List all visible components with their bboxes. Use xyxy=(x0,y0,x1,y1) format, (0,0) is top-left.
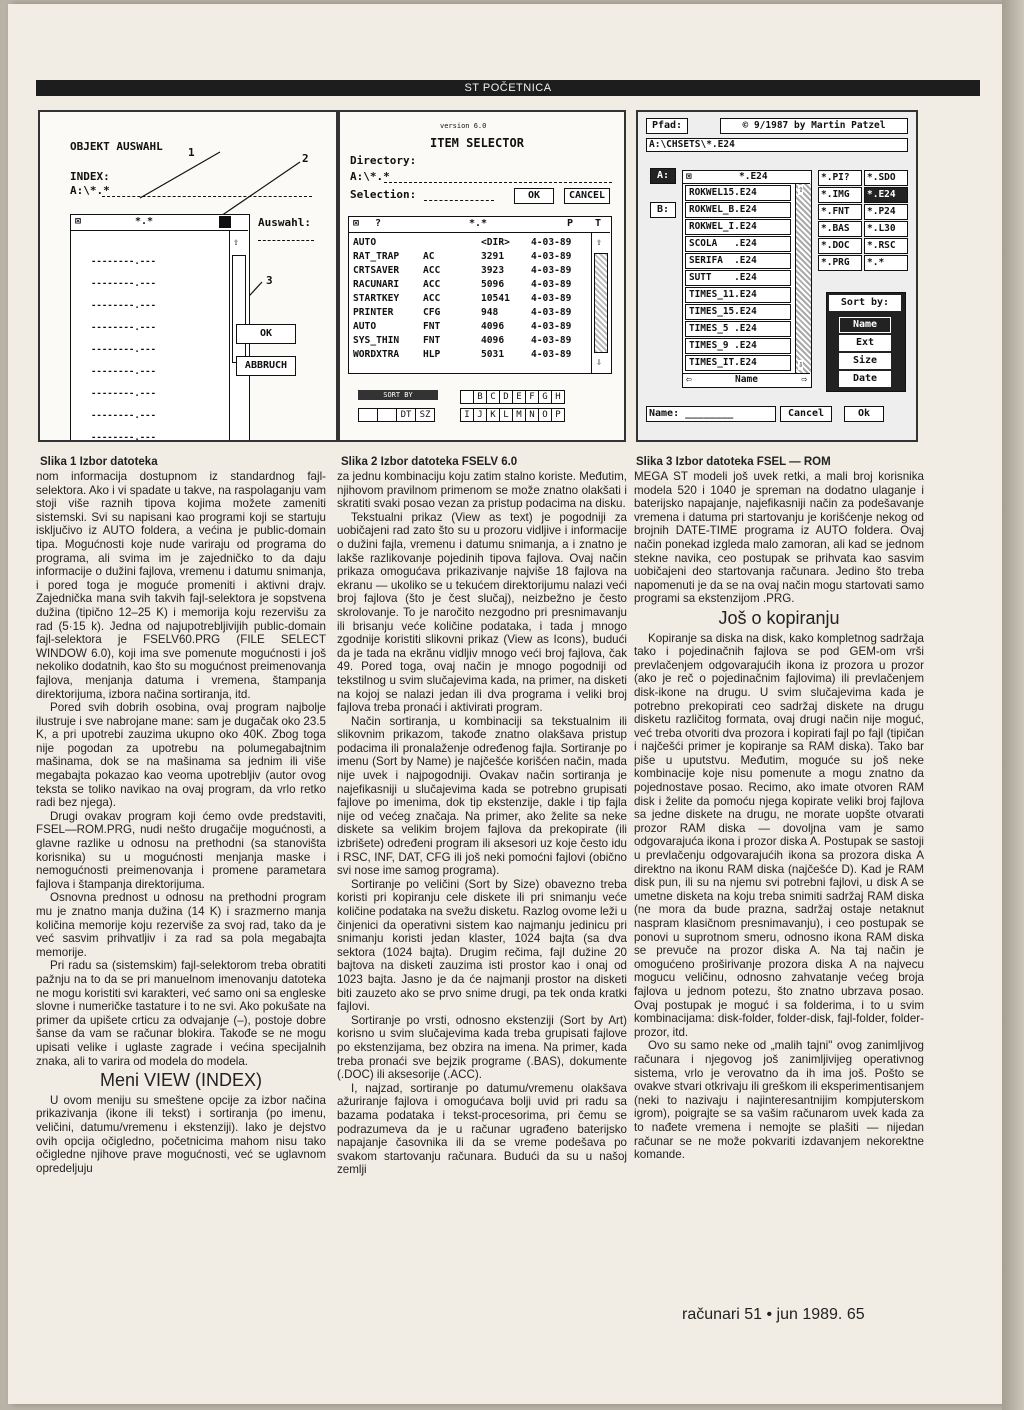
file-list-box xyxy=(70,214,250,442)
file-size: 10541 xyxy=(481,293,510,304)
pfad-label: Pfad: xyxy=(646,118,688,134)
file-row[interactable]: TIMES_5 .E24 xyxy=(685,321,791,337)
file-date: 4-03-89 xyxy=(531,335,572,346)
drive-button[interactable]: P xyxy=(551,408,565,422)
drive-button[interactable]: L xyxy=(499,408,513,422)
column-2 xyxy=(337,470,627,1177)
scrollbar[interactable] xyxy=(795,184,811,374)
close-icon[interactable]: ⊠ xyxy=(75,216,82,227)
file-size: 948 xyxy=(481,307,499,318)
mask-button[interactable]: *.DOC xyxy=(818,238,862,254)
mask-button[interactable]: *.SDO xyxy=(864,170,908,186)
file-name: RAT_TRAP xyxy=(353,251,400,262)
drive-button[interactable]: E xyxy=(512,390,526,404)
file-size: 4096 xyxy=(481,335,505,346)
paragraph: Ovo su samo neke od „malih tajni" ovog zanimljivog računara i njegovog još zanimljivijeg operativnog sistema, vrlo je verovatno da ih ima još. Pošto se ovakve stvari otkrivaju ili greškom ili eksperimentisanjem (neki to nazivaju i najinteresantnijim kompjuterskom igrom), poigrajte se sa vašim računarom uvek kada za to nađete vremena i nemojte se plašiti — nijedan računar se ne može pokvariti izdavanjem nekorektne komande. xyxy=(634,1039,924,1162)
paragraph: Sortiranje po veličini (Sort by Size) obavezno treba koristi pri kopiranju cele diskete ili pri snimanju veće količine podataka na svežu disketu. Razlog ovome leži u činjenici da operativni sistem kao najmanju jedinicu pri snimanju koristi jedan klaster, 1024 bajta (sa dva sektora (1024 bajta). Drugim rečima, fajl dužine 20 bajtova na disketi zauzima isti prostor kao i onaj od 1023 bajta. Jasno je da će najmanji prostor na disketi biti zauzeto ako se prvo snime drugi, pa tek onda kratki fajlovi. xyxy=(337,877,628,1014)
paragraph: nom informacija dostupnom iz standardnog fajl-selektora. Ako i vi spadate u takve, na raspolaganju vam stoji više raznih tipova kojima možete zameniti sistemski. Svi su napisani kao programi koji se startuju isključivo iz AUTO foldera, a većina je public-domain tipa. Mogućnosti koje nude variraju od programa do programa, ali svima im je zajedničko to da daju informacije o dužini fajlova, vremenu i datumu snimanja, i pored toga je moguće promeniti i aktivni drajv. Zajednička mana svih takvih fajl-selektora je sopstvena dužina (tipično 12–25 K) i memorija koju rezervišu za rad (5·15 k). Jedna od najupotrebljivijih public-domain fajl-selektora je FSELV60.PRG (FILE SELECT WINDOW 6.0), koji ima sve pomenute mogućnosti i još nekoliko dodatnih, kao što su mogućnost preimenovanja fajlova, menjanja datuma i vremena, štampanja direktorijuma, izbora načina sortiranja, itd. xyxy=(36,470,326,701)
mask-button[interactable]: *.RSC xyxy=(864,238,908,254)
drive-row-1 xyxy=(460,384,564,404)
arrow-down-icon[interactable]: ⇩ xyxy=(596,357,603,368)
file-date: 4-03-89 xyxy=(531,307,572,318)
file-ext: ACC xyxy=(423,265,441,276)
mask-button[interactable]: *.E24 xyxy=(864,187,908,203)
file-name: PRINTER xyxy=(353,307,394,318)
arrow-right-icon[interactable]: ⇨ xyxy=(801,374,807,385)
drive-button[interactable]: J xyxy=(473,408,487,422)
mask-button[interactable]: *.IMG xyxy=(818,187,862,203)
drive-button[interactable]: G xyxy=(538,390,552,404)
dialog-title: OBJEKT AUSWAHL xyxy=(70,140,163,153)
file-row[interactable]: TIMES_11.E24 xyxy=(685,287,791,303)
figure-3-fsel-rom xyxy=(636,110,918,442)
drive-button[interactable]: N xyxy=(525,408,539,422)
drive-button[interactable]: O xyxy=(538,408,552,422)
page-footer: računari 51 • jun 1989. 65 xyxy=(682,1306,865,1323)
mask-button[interactable]: *.FNT xyxy=(818,204,862,220)
file-date: 4-03-89 xyxy=(531,265,572,276)
drive-button[interactable]: K xyxy=(486,408,500,422)
caption-figure-1: Slika 1 Izbor datoteka xyxy=(40,456,158,468)
selection-field[interactable] xyxy=(424,200,494,201)
file-size: 5031 xyxy=(481,349,505,360)
file-date: 4-03-89 xyxy=(531,279,572,290)
callout-3: 3 xyxy=(266,274,273,287)
drive-row-2 xyxy=(460,402,564,422)
abbruch-button[interactable]: ABBRUCH xyxy=(236,356,296,376)
file-row[interactable]: ROKWEL_I.E24 xyxy=(685,219,791,235)
file-name: WORDXTRA xyxy=(353,349,400,360)
selection-label: Selection: xyxy=(350,188,417,201)
file-date: 4-03-89 xyxy=(531,321,572,332)
drive-button[interactable]: F xyxy=(525,390,539,404)
drive-button[interactable]: M xyxy=(512,408,526,422)
file-row[interactable]: ROKWEL15.E24 xyxy=(685,185,791,201)
filter-label: *.* xyxy=(469,218,488,229)
path-field[interactable]: A:\CHSETS\*.E24 xyxy=(646,138,908,152)
paragraph: Tekstualni prikaz (View as text) je pogodniji za uobičajeni rad zato što su u prozoru vidljive i informacije o dužini fajla, vremenu i datumu snimanja, a i znatno je lakše razlikovanje pojedinih tipova fajlova. Ovaj način prikaza omogućava prikazivanje najviše 18 fajlova na ekranu — ukoliko se u tekućem direktorijumu nalazi veći broj fajlova (što je čest slučaj), neizbežno je često skrolovanje. To je naročito nezgodno pri presnimavanju ili brisanju veće količine podataka, i tada j mnogo zgodnije koristiti slikovni prikaz (View as Icons), budući da je tada na ekrănu vidljiv mnogo veći broj fajlova, čak 49. Pored toga, ovaj način je mnogo pogodniji od tekstilnog u svim slučajevima kada, na primer, na disketi na kojoj se nalazi jedan ili dva programa i veliki broj fajlova treba pronaći i aktivirati program. xyxy=(337,510,627,715)
arrow-left-icon[interactable]: ⇦ xyxy=(686,374,692,385)
mask-button[interactable]: *.* xyxy=(864,255,908,271)
file-size: 3291 xyxy=(481,251,505,262)
file-name: SYS_THIN xyxy=(353,335,400,346)
arrow-down-icon[interactable]: ⇩ xyxy=(798,360,804,370)
scroll-track[interactable] xyxy=(594,253,608,353)
sort-option[interactable]: Date xyxy=(839,371,891,387)
section-header: ST POČETNICA xyxy=(36,80,980,96)
directory-label: Directory: xyxy=(350,154,417,167)
ok-button[interactable]: Ok xyxy=(844,406,884,422)
cancel-button[interactable]: Cancel xyxy=(780,406,832,422)
figure-2-item-selector xyxy=(338,110,626,442)
file-date: 4-03-89 xyxy=(531,293,572,304)
callout-1: 1 xyxy=(188,146,195,159)
drive-b-button[interactable]: B: xyxy=(650,202,676,218)
auswahl-field[interactable] xyxy=(258,240,314,241)
col-t: T xyxy=(595,218,602,229)
cancel-button[interactable]: CANCEL xyxy=(564,188,610,204)
column-3 xyxy=(634,470,924,1162)
ok-button[interactable]: OK xyxy=(514,188,554,204)
page-edge xyxy=(1002,0,1024,1410)
sort-column-label: Name xyxy=(735,374,758,385)
paragraph: Pri radu sa (sistemskim) fajl-selektorom treba obratiti pažnju na to da se pri manuelnom imenovanju datoteka ne mogu koristiti svi karakteri, već samo oni sa engleske slovne i numeričke tastature i to ne svi. Ako pokušate na primer da upišete crticu za odvajanje (–), postoje dobre šanse da vam se računar blokira. Takođe se ne mogu upisati velike i uglaste zagrade i većina specijalnih znaka, ali to varira od modela do modela. xyxy=(36,959,326,1068)
file-row[interactable]: TIMES_9 .E24 xyxy=(685,338,791,354)
version-label: version 6.0 xyxy=(440,122,487,130)
mask-button[interactable]: *.BAS xyxy=(818,221,862,237)
sort-option[interactable]: Ext xyxy=(839,335,891,351)
arrow-up-icon[interactable]: ⇧ xyxy=(798,185,804,195)
close-icon[interactable]: ⊠ xyxy=(686,171,692,182)
section-heading: Još o kopiranju xyxy=(718,607,840,628)
sort-by-label: SORT BY xyxy=(358,390,438,400)
file-name: AUTO xyxy=(353,237,377,248)
drive-button[interactable]: C xyxy=(486,390,500,404)
callout-2: 2 xyxy=(302,152,309,165)
file-name: RACUNARI xyxy=(353,279,400,290)
drive-button[interactable]: B xyxy=(473,390,487,404)
file-date: 4-03-89 xyxy=(531,237,572,248)
paragraph: za jednu kombinaciju koju zatim stalno koriste. Međutim, njihovom pravilnom primenom se može znatno olakšati i skratiti svaki posao vezan za pristup podacima na disku. xyxy=(337,470,627,511)
mask-button[interactable]: *.PI? xyxy=(818,170,862,186)
paragraph: Osnovna prednost u odnosu na prethodni program mu je znatno manja dužina (14 K) i srazmerno manja količina memorije koju rezerviše za svoj rad, tako da je već sasvim prihvatljiv i za rad sa pola megabajta memorije. xyxy=(36,891,326,959)
path-field[interactable]: A:\*.* xyxy=(70,184,110,197)
sort-by-panel xyxy=(826,292,906,392)
drive-button[interactable]: I xyxy=(460,408,474,422)
sort-sz-button[interactable]: SZ xyxy=(415,408,435,422)
file-name: CRTSAVER xyxy=(353,265,400,276)
caption-figure-2: Slika 2 Izbor datoteka FSELV 6.0 xyxy=(341,456,518,468)
magazine-page xyxy=(8,4,1002,1404)
directory-underline xyxy=(384,182,612,183)
paragraph: Sortiranje po vrsti, odnosno ekstenziji (Sort by Art) korisno u svim slučajevima kada treba grupisati fajlove po ekstenzijama, bez obzira na imena. Na primer, kada treba pronaći sve bejzik programe (.BAS), dokumente (.DOC) ili aksesorije (.ACC). xyxy=(337,1013,627,1082)
column-1 xyxy=(36,470,326,1175)
section-heading: Meni VIEW (INDEX) xyxy=(99,1070,263,1091)
paragraph: Pored svih dobrih osobina, ovaj program najbolje ilustruje i sve nabrojane mane: sam je dugačak oko 23.5 K, a pri upotrebi zauzima ukupno oko 40K. Zbog toga nije pogodan za upotrebu na polumegabajtnim mašinama, dok se na mašinama sa jednim ili više megabajta pokazao kao veoma upotrebljiv (autor ovog teksta se toliko navikao na ovaj program, da vrlo retko radi bez njega). xyxy=(36,701,326,810)
copyright-label: © 9/1987 by Martin Patzel xyxy=(720,118,908,134)
mask-button[interactable]: *.PRG xyxy=(818,255,862,271)
file-ext: ACC xyxy=(423,293,441,304)
dialog-title: ITEM SELECTOR xyxy=(430,136,524,150)
name-label: Name: xyxy=(649,408,680,419)
sort-option[interactable]: Size xyxy=(839,353,891,369)
sort-ex-button[interactable]: EX xyxy=(377,408,397,422)
filter-label: *.E24 xyxy=(739,171,768,182)
mask-button[interactable]: *.L30 xyxy=(864,221,908,237)
paragraph: Način sortiranja, u kombinaciji sa tekstualnim ili slikovnim prikazom, takođe znatno olakšava pristup podacima ili pronalaženje određenog fajla. Sortiranje po imenu (Sort by Name) je najčešće korišćen način, mada nije uvek i najpogodniji. Ovakav način sortiranja je najefikasniji u slučajevima kada se potrebno grupisati fajlove po imenima, dok tip ekstenzije, dakle i tip fajla nije od većeg značaja. Na primer, ako želite sa neke diskete sa velikim brojem fajlova da prekopirate (ili izbrišete) određeni program ili aksesori uz koje često idu i RSC, INF, DAT, CFG ili još neki pomoćni fajlovi (obično svi nose ime samog programa). xyxy=(337,714,627,878)
paragraph: Kopiranje sa diska na disk, kako kompletnog sadržaja tako i pojedinačnih fajlova se pod GEM-om vrši prevlačenjem odgovarajućih ikona iz prozora u prozor (ako je reč o pojedinačnim fajlovima) ili prevlačenjem disk-ikone na drugu. U svim slučajevima kada je potrebno prekopirati ceo sadržaj diskete na drugu disketu različitog formata, ovaj drugi način nije moguć, već treba otvoriti dva prozora i kopirati fajl po fajl (tipičan i najčešći primer je kopiranje sa RAM diska). Tako bar piše u uputstvu. Međutim, moguće su još neke kombinacije koje nisu pomenute a mogu znatno da pojednostave posao. Recimo, ako imate otvoren RAM disk i želite da pomoću njega kopirate veliki broj fajlova sa jedne diskete na drugu, ne morate uopšte otvarati prozor RAM diska — dovoljna vam je samo odgovarajuća ikona i prozor diska A. Postupak se sastoji u prevlačenju odgovarajućih ikona sa prozora diska A direktno na ikonu RAM diska (najčešće D). Kad je RAM disk pun, ili su na njemu svi potrebni fajlovi, u disk A se umetne disketa na koju treba snimiti sadržaj RAM diska (ne mora da bude prazna, sadržaj ostaje netaknut naspram klasičnom presnimavanju), i ceo postupak se ponovi u suprotnom smeru, odnosno ikona RAM diska se prevuče na prozor diska A. Na taj način je omogućeno proširivanje prozora diska A na najvecu mogucu veličinu, odnosno zahvatanje većeg broja fajlova u jednom potezu, što znatno ubrzava posao. Ovaj postupak je moguć i sa folderima, i to u svim kombinacijama: disk-folder, folder-disk, fajl-folder, folder-prozor, itd. xyxy=(634,631,924,1039)
index-label: INDEX: xyxy=(70,170,110,183)
file-ext: FNT xyxy=(423,321,441,332)
figure-1-object-auswahl xyxy=(38,110,338,442)
ok-button[interactable]: OK xyxy=(236,324,296,344)
name-field[interactable]: Name: ________ xyxy=(646,406,776,422)
file-row[interactable]: SERIFA .E24 xyxy=(685,253,791,269)
file-row[interactable]: SCOLA .E24 xyxy=(685,236,791,252)
file-size: 4096 xyxy=(481,321,505,332)
file-size: <DIR> xyxy=(481,237,510,248)
scrollbar[interactable] xyxy=(591,233,611,373)
caption-figure-3: Slika 3 Izbor datoteka FSEL — ROM xyxy=(636,456,831,468)
paragraph: U ovom meniju su smeštene opcije za izbor načina prikazivanja (ikone ili tekst) i sortiranja (po imenu, veličini, datumu/vremenu i ekstenziji). Iako je dejstvo ovih opcija očigledno, početnicima mahom nisu tako očigledne njihove prave mogućnosti, već se uglavnom opredeljuju xyxy=(36,1093,326,1175)
sort-option[interactable]: Name xyxy=(839,317,891,333)
file-ext: ACC xyxy=(423,279,441,290)
drive-button[interactable]: D xyxy=(499,390,513,404)
sort-nm-button[interactable]: NM xyxy=(358,408,378,422)
file-ext: CFG xyxy=(423,307,441,318)
file-row[interactable]: TIMES_15.E24 xyxy=(685,304,791,320)
paragraph: Drugi ovakav program koji ćemo ovde predstaviti, FSEL—ROM.PRG, nudi nešto drugačije mogućnosti, a glavne razlike u odnosu na prethodni (sa stanovišta korisnika) su u mogućnosti menjanja maske i nemogućnosti preimenovanja i promene parametara fajlova i štampanja direktorijuma. xyxy=(36,809,326,891)
path-underline xyxy=(102,196,312,197)
filter-label: *.* xyxy=(135,216,154,227)
file-list-box xyxy=(348,216,612,374)
auswahl-label: Auswahl: xyxy=(258,216,311,229)
file-ext: FNT xyxy=(423,335,441,346)
file-size: 5096 xyxy=(481,279,505,290)
help-icon[interactable]: ? xyxy=(375,218,382,229)
paragraph: I, najzad, sortiranje po datumu/vremenu olakšava ažuriranje fajlova i omogućava bolji uvid pri radu sa bazama podataka i tekst-procesorima, pri čemu se podrazumeva da je u računar ugrađeno baterijsko napajanje časovnika ili da se vreme podešava po svakom startovanju računara. Budući da su u našoj zemlji xyxy=(337,1081,627,1177)
file-name: AUTO xyxy=(353,321,377,332)
sort-buttons xyxy=(358,402,434,422)
drive-button[interactable]: H xyxy=(551,390,565,404)
arrow-up-icon[interactable]: ⇧ xyxy=(596,237,603,248)
file-row[interactable]: ROKWEL_B.E24 xyxy=(685,202,791,218)
col-p: P xyxy=(567,218,574,229)
file-date: 4-03-89 xyxy=(531,251,572,262)
sort-by-label: Sort by: xyxy=(829,295,901,311)
mask-button[interactable]: *.P24 xyxy=(864,204,908,220)
file-name: STARTKEY xyxy=(353,293,400,304)
file-size: 3923 xyxy=(481,265,505,276)
paragraph: MEGA ST modeli još uvek retki, a mali broj korisnika modela 520 i 1040 je spreman na dodatno ulaganje i baterijsko napajanje, najefikasniji način za podešavanje vremena i datuma pri startovanju je korišćenje nekog od brojnih DATE-TIME programa iz AUTO foldera. Ovaj način ponekad izgleda malo zamoran, ali kad se jednom stekne navika, ceo postupak se prihvata kao sasvim uobičajeni deo startovanja računara. Jedino što treba napomenuti je da se na ovaj način mogu startovati samo programi sa ekstenzijom .PRG. xyxy=(634,470,925,606)
directory-field[interactable]: A:\*.* xyxy=(350,170,390,183)
fuller-icon[interactable] xyxy=(219,216,231,228)
drive-button[interactable]: A xyxy=(460,390,474,404)
sort-dt-button[interactable]: DT xyxy=(396,408,416,422)
file-slots: --------.--- --------.--- --------.--- --------.--- --------.--- --------.--- --------.--- --------.--- --------.--- xyxy=(91,257,157,442)
scroll-thumb[interactable] xyxy=(232,255,246,363)
file-date: 4-03-89 xyxy=(531,349,572,360)
file-ext: AC xyxy=(423,251,435,262)
file-row[interactable]: TIMES_IT.E24 xyxy=(685,355,791,371)
file-row[interactable]: SUTT .E24 xyxy=(685,270,791,286)
drive-a-button[interactable]: A: xyxy=(650,168,676,184)
arrow-up-icon[interactable]: ⇧ xyxy=(233,237,240,248)
file-ext: HLP xyxy=(423,349,441,360)
file-list-box xyxy=(682,170,812,388)
close-icon[interactable]: ⊠ xyxy=(353,218,360,229)
